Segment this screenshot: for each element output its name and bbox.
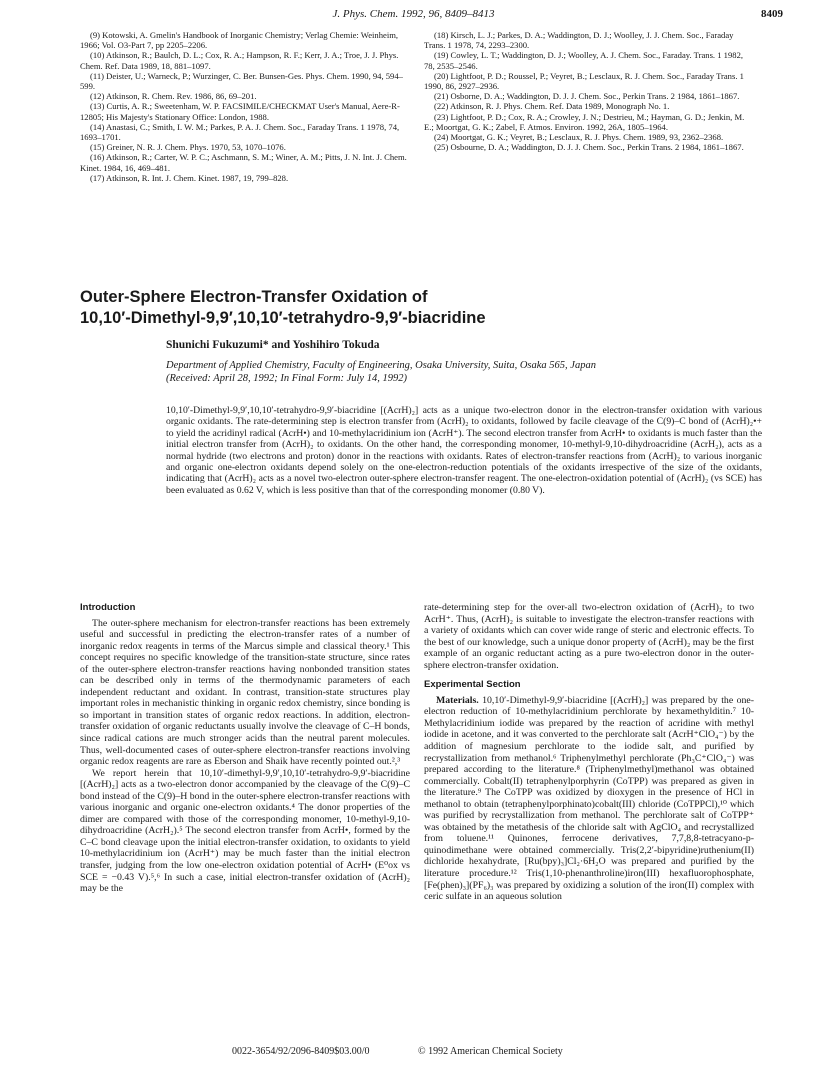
materials-paragraph (424, 695, 754, 903)
introduction-paragraph-continued: rate-determining step for the over-all two-electron oxidation of (AcrH)₂ to two AcrH⁺. Thus, (AcrH)₂ is suitable to investigate the electron-transfer reactions with a variety of oxidants which can cover wide range of steric and electronic effects. To the best of our knowledge, such a unique donor property of (AcrH)₂ may be the first example of an organic reductant acting as a pure two-electron donor in the outer-sphere electron-transfer oxidation. (424, 602, 754, 671)
reference-item: (22) Atkinson, R. J. Phys. Chem. Ref. Data 1989, Monograph No. 1. (434, 101, 670, 112)
references-left-column (80, 30, 408, 183)
page-number: 8409 (761, 8, 783, 20)
body-right-column (424, 602, 754, 903)
reference-item: (24) Moortgat, G. K.; Veyret, B.; Lesclaux, R. J. Phys. Chem. 1989, 93, 2362–2368. (434, 132, 724, 143)
abstract: 10,10′-Dimethyl-9,9′,10,10′-tetrahydro-9,9′-biacridine [(AcrH)₂] acts as a unique two-electron donor in the electron-transfer oxidation with various organic oxidants. The rate-determining step is electron transfer from (AcrH)₂ to oxidants, followed by facile cleavage of the C(9)–C bond of (AcrH)₂•+ to yield the acridinyl radical (AcrH•) and 10-methylacridinium ion (AcrH⁺). The second electron transfer from AcrH• to oxidants is much faster than the initial electron transfer from (AcrH)₂ to oxidants. On the other hand, the corresponding monomer, 10-methyl-9,10-dihydroacridine (AcrH₂), acts as a normal hydride (two electrons and proton) donor in the reactions with oxidants. Rates of electron-transfer reactions from (AcrH)₂ to various inorganic and organic one-electron oxidants depend solely on the one-electron-reduction potentials of the oxidants irrespective of the size of the oxidants, indicating that (AcrH)₂ acts as a novel two-electron outer-sphere electron-transfer reagent. The one-electron-oxidation potential of (AcrH)₂ (vs SCE) has been evaluated as 0.62 V, which is less positive than that of the corresponding monomer (0.80 V). (166, 405, 762, 496)
introduction-heading: Introduction (80, 602, 136, 613)
introduction-paragraph: We report herein that 10,10′-dimethyl-9,9′,10,10′-tetrahydro-9,9′-biacridine [(AcrH)₂] acts as a two-electron donor accompanied by the cleavage of the C(9)–C bond instead of the C(9)–H bond in the outer-sphere electron-transfer reactions with various inorganic and organic one-electron oxidants.⁴ The donor properties of the dimer are compared with those of the corresponding monomer, 10-methyl-9,10-dihydroacridine (AcrH₂).⁵ The second electron transfer from AcrH•, formed by the C–C bond cleavage upon the initial electron-transfer oxidation, to oxidants to yield 10-methylacridinium ion (AcrH⁺) may be much faster than the initial electron transfer, judging from the low one-electron oxidation potential of AcrH• (E⁰ox vs SCE = −0.43 V).⁵,⁶ In such a case, initial electron-transfer oxidation of (AcrH)₂ may be the (80, 767, 410, 895)
copyright-notice: © 1992 American Chemical Society (418, 1046, 563, 1057)
article-title (80, 287, 760, 329)
reference-item: (21) Osborne, D. A.; Waddington, D. J. J. Chem. Soc., Perkin Trans. 2 1984, 1861–1867. (434, 91, 740, 102)
page-footer (0, 1046, 827, 1060)
reference-item: (13) Curtis, A. R.; Sweetenham, W. P. FACSIMILE/CHECKMAT User's Manual, Aere-R-12805; His Majesty's Stationary Office: London, 1988. (80, 101, 400, 122)
reference-item: (23) Lightfoot, P. D.; Cox, R. A.; Crowley, J. N.; Destrieu, M.; Hayman, G. D.; Jenkin, M. E.; Moortgat, G. K.; Zabel, F. Atmos. Environ. 1992, 26A, 1805–1964. (424, 111, 745, 132)
reference-item: (11) Deister, U.; Warneck, P.; Wurzinger, C. Ber. Bunsen-Ges. Phys. Chem. 1990, 94, 594–599. (80, 70, 403, 92)
experimental-heading: Experimental Section (424, 679, 521, 691)
materials-text: 10,10′-Dimethyl-9,9′-biacridine [(AcrH)₂] was prepared by the one-electron reduction of 10-methylacridinium perchlorate by hexamethylditin.⁷ 10-Methylacridinium iodide was prepared by the reaction of acridine with methyl iodide in acetone, and it was converted to the perchlorate salt (AcrH⁺ClO₄⁻) by the addition of magnesium perchlorate to the iodide salt, and purified by recrystallization from methanol.⁶ Triphenylmethyl perchlorate (Ph₃C⁺ClO₄⁻) was prepared according to the literature.⁸ (Triphenylmethyl)methanol was obtained commercially. Cobalt(II) tetraphenylporphyrin (CoTPP) was prepared as given in the literature.⁹ The CoTPP was oxidized by dioxygen in the presence of HCl in methanol to obtain (tetraphenylporphinato)cobalt(III) chloride (CoTPPCl),¹⁰ which was purified by recrystallization from methanol. The perchlorate salt of CoTPP⁺ was obtained by the metathesis of the chloride salt with AgClO₄ and recrystallized from toluene.¹¹ Quinones, ferrocene derivatives, 7,7,8,8-tetracyano-p-quinodimethane were obtained commercially. Tris(2,2′-bipyridine)ruthenium(II) dichloride hexahydrate, [Ru(bpy)₃]Cl₂·6H₂O was prepared and purified by the literature procedure.¹² Tris(1,10-phenanthroline)iron(III) hexafluorophosphate, [Fe(phen)₃](PF₆)₃ was prepared by oxidizing a solution of the iron(II) complex with ceric sulfate in an aqueous solution (424, 694, 754, 903)
title-line-2: 10,10′-Dimethyl-9,9′,10,10′-tetrahydro-9,9′-biacridine (80, 309, 486, 327)
affiliation-address: Department of Applied Chemistry, Faculty of Engineering, Osaka University, Suita, Osaka 565, Japan (166, 360, 596, 371)
reference-item: (16) Atkinson, R.; Carter, W. P. C.; Aschmann, S. M.; Winer, A. M.; Pitts, J. N. Int. J. Chem. Kinet. 1984, 16, 469–481. (80, 152, 407, 173)
reference-item: (17) Atkinson, R. Int. J. Chem. Kinet. 1987, 19, 799–828. (90, 172, 289, 183)
references-right-column (424, 30, 752, 152)
authors: Shunichi Fukuzumi* and Yoshihiro Tokuda (166, 339, 380, 351)
materials-run-in-heading: Materials. (436, 694, 479, 706)
received-dates: (Received: April 28, 1992; In Final Form: July 14, 1992) (166, 373, 407, 384)
reference-item: (12) Atkinson, R. Chem. Rev. 1986, 86, 69–201. (90, 91, 257, 102)
reference-item: (18) Kirsch, L. J.; Parkes, D. A.; Waddington, D. J.; Woolley, J. J. Chem. Soc., Faraday Trans. 1 1978, 74, 2293–2300. (424, 30, 734, 51)
body-left-column (80, 602, 410, 895)
reference-item: (9) Kotowski, A. Gmelin's Handbook of Inorganic Chemistry; Verlag Chemie: Weinheim, 1966; Vol. O3-Part 7, pp 2205–2206. (80, 30, 399, 51)
title-line-1: Outer-Sphere Electron-Transfer Oxidation of (80, 288, 428, 306)
journal-citation: J. Phys. Chem. 1992, 96, 8409–8413 (332, 8, 495, 20)
reference-item: (19) Cowley, L. T.; Waddington, D. J.; Woolley, A. J. Chem. Soc., Faraday. Trans. 1 1982, 78, 2535–2546. (424, 50, 744, 71)
reference-item: (10) Atkinson, R.; Baulch, D. L.; Cox, R. A.; Hampson, R. F.; Kerr, J. A.; Troe, J. J. Phys. Chem. Ref. Data 1989, 18, 881–1097. (80, 50, 399, 71)
reference-item: (14) Anastasi, C.; Smith, I. W. M.; Parkes, P. A. J. Chem. Soc., Faraday Trans. 1 1978, 74, 1693–1701. (80, 121, 400, 143)
reference-item: (15) Greiner, N. R. J. Chem. Phys. 1970, 53, 1070–1076. (90, 142, 286, 153)
reference-item: (20) Lightfoot, P. D.; Roussel, P.; Veyret, B.; Lesclaux, R. J. Chem. Soc., Faraday Trans. 1 1990, 86, 2927–2936. (424, 70, 744, 92)
reference-item: (25) Osbourne, D. A.; Waddington, D. J. J. Chem. Soc., Perkin Trans. 2 1984, 1861–1867. (434, 142, 744, 153)
article-code: 0022-3654/92/2096-8409$03.00/0 (232, 1046, 370, 1057)
affiliation (166, 359, 766, 385)
running-head (0, 8, 827, 24)
introduction-paragraph: The outer-sphere mechanism for electron-transfer reactions has been extremely useful and successful in predicting the electron-transfer rates of a number of inorganic redox reagents in terms of the Marcus simple and classical theory.¹ This concept requires no specific knowledge of the transition-state structure, since rates of the outer-sphere electron-transfer reactions having nonbonded transition states can be described only in terms of the thermodynamic parameters of each independent reductant and oxidant. In contrast, transition-state structures play important roles in mechanistic thinking in organic redox chemistry, since bonding is so important in transition states of organic redox reactions. In addition, electron-transfer oxidation of organic reductants usually involve the cleavage of C–H bonds, since radical cations are much stronger acids than the neutral parent molecules. Thus, well-documented cases of outer-sphere electron-transfer reactions involving organic redox reagents are rare as Eberson and Shaik have recently pointed out.²,³ (80, 617, 410, 768)
